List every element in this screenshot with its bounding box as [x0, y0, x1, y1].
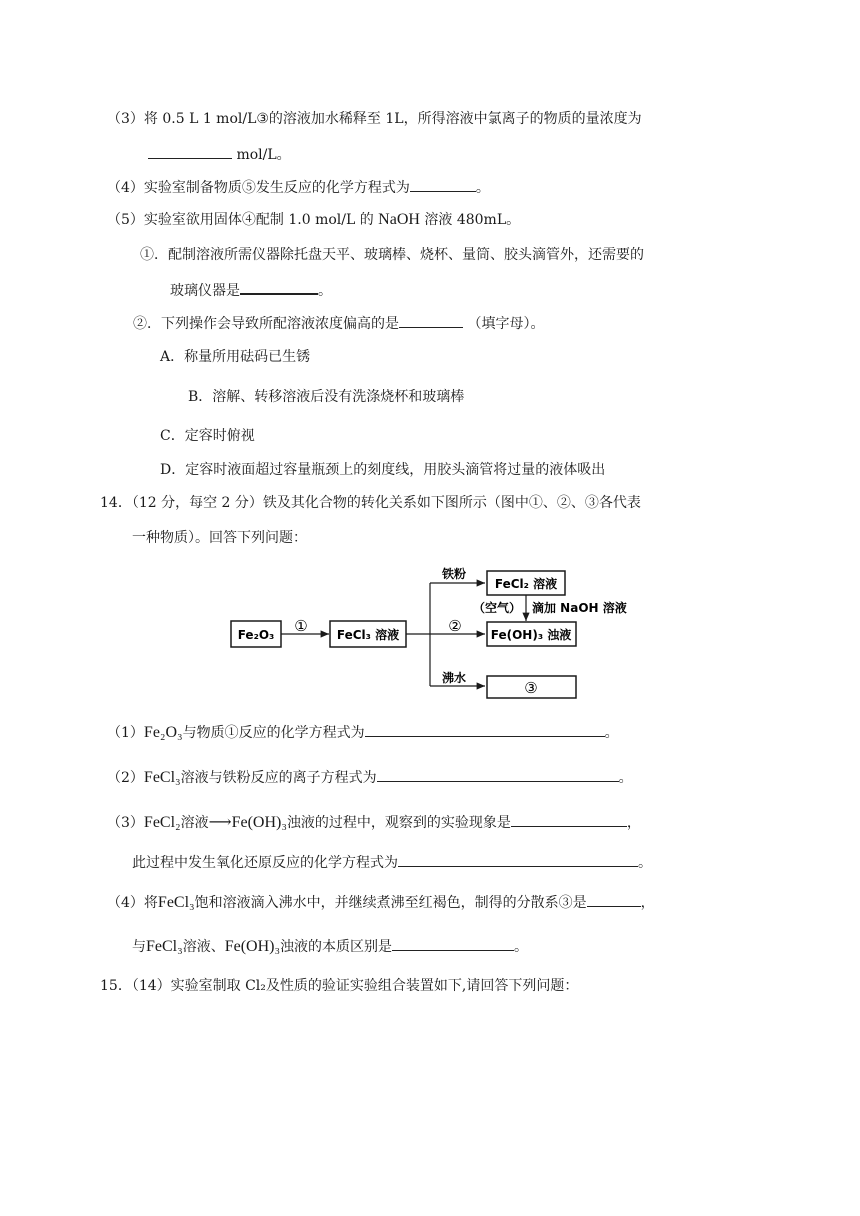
- option-c: C．定容时俯视: [160, 428, 255, 444]
- q14-part3: （3）FeCl₂溶液⟶Fe(OH)₃浊液的过程中，观察到的实验现象是 ，: [107, 814, 641, 831]
- option-a: A．称量所用砝码已生锈: [160, 349, 311, 365]
- q13-part5-sub1-line1: ①．配制溶液所需仪器除托盘天平、玻璃棒、烧杯、量筒、胶头滴管外，还需要的: [140, 247, 644, 263]
- step-2-label: ②: [448, 617, 462, 635]
- q14-part2: （2）FeCl₃溶液与铁粉反应的离子方程式为 。: [107, 769, 633, 786]
- q14-part4: （4）将FeCl₃饱和溶液滴入沸水中，并继续煮沸至红褐色，制得的分散系③是 ，: [107, 894, 655, 911]
- q13-part5-sub1-line2: 玻璃仪器是 。: [170, 279, 332, 301]
- q14-intro-line1: 14．（12 分，每空 2 分）铁及其化合物的转化关系如下图所示（图中①、②、③各代表: [100, 495, 641, 511]
- q15-intro: 15．（14）实验室制取 Cl₂及性质的验证实验组合装置如下,请回答下列问题：: [100, 978, 579, 994]
- box-3-label: ③: [524, 679, 538, 697]
- q14-part4-line2: 与FeCl₃溶液、Fe(OH)₃浊液的本质区别是 。: [132, 938, 529, 955]
- q14-part3-line2: 此过程中发生氧化还原反应的化学方程式为 。: [132, 852, 652, 873]
- q14-intro-line2: 一种物质）。回答下列问题：: [132, 530, 307, 546]
- air-label: （空气）: [472, 601, 521, 615]
- boiling-water-label: 沸水: [442, 671, 467, 685]
- naoh-label: 滴加 NaOH 溶液: [532, 601, 627, 615]
- option-d: D．定容时液面超过容量瓶颈上的刻度线，用胶头滴管将过量的液体吸出: [160, 462, 606, 478]
- q13-part5-sub2: ②．下列操作会导致所配溶液浓度偏高的是 （填字母）。: [133, 313, 544, 334]
- feoh3-label: Fe(OH)₃ 浊液: [490, 628, 572, 642]
- answer-blank-14-3b[interactable]: [398, 852, 638, 867]
- step-1-label: ①: [294, 617, 308, 635]
- iron-powder-label: 铁粉: [442, 567, 467, 581]
- q13-part3-line1: （3）将 0.5 L 1 mol/L③的溶液加水稀释至 1L，所得溶液中氯离子的物质的量浓度为: [107, 111, 642, 127]
- answer-blank-14-1[interactable]: [365, 722, 605, 737]
- answer-blank-14-4b[interactable]: [392, 936, 514, 951]
- fe2o3-label: Fe₂O₃: [237, 628, 275, 642]
- answer-blank-14-3a[interactable]: [511, 812, 627, 827]
- fecl3-label: FeCl₃ 溶液: [336, 628, 400, 642]
- q13-part5: （5）实验室欲用固体④配制 1.0 mol/L 的 NaOH 溶液 480mL。: [107, 211, 521, 228]
- option-b: B．溶解、转移溶液后没有洗涤烧杯和玻璃棒: [188, 389, 465, 405]
- fecl2-label: FeCl₂ 溶液: [494, 577, 558, 591]
- q13-part3-line2: mol/L。: [148, 144, 291, 165]
- q13-part4: （4）实验室制备物质⑤发生反应的化学方程式为 。: [107, 177, 490, 198]
- answer-blank-14-4a[interactable]: [587, 892, 641, 907]
- q14-part1: （1）Fe₂O₃与物质①反应的化学方程式为 。: [107, 724, 619, 741]
- answer-blank-14-2[interactable]: [377, 767, 619, 782]
